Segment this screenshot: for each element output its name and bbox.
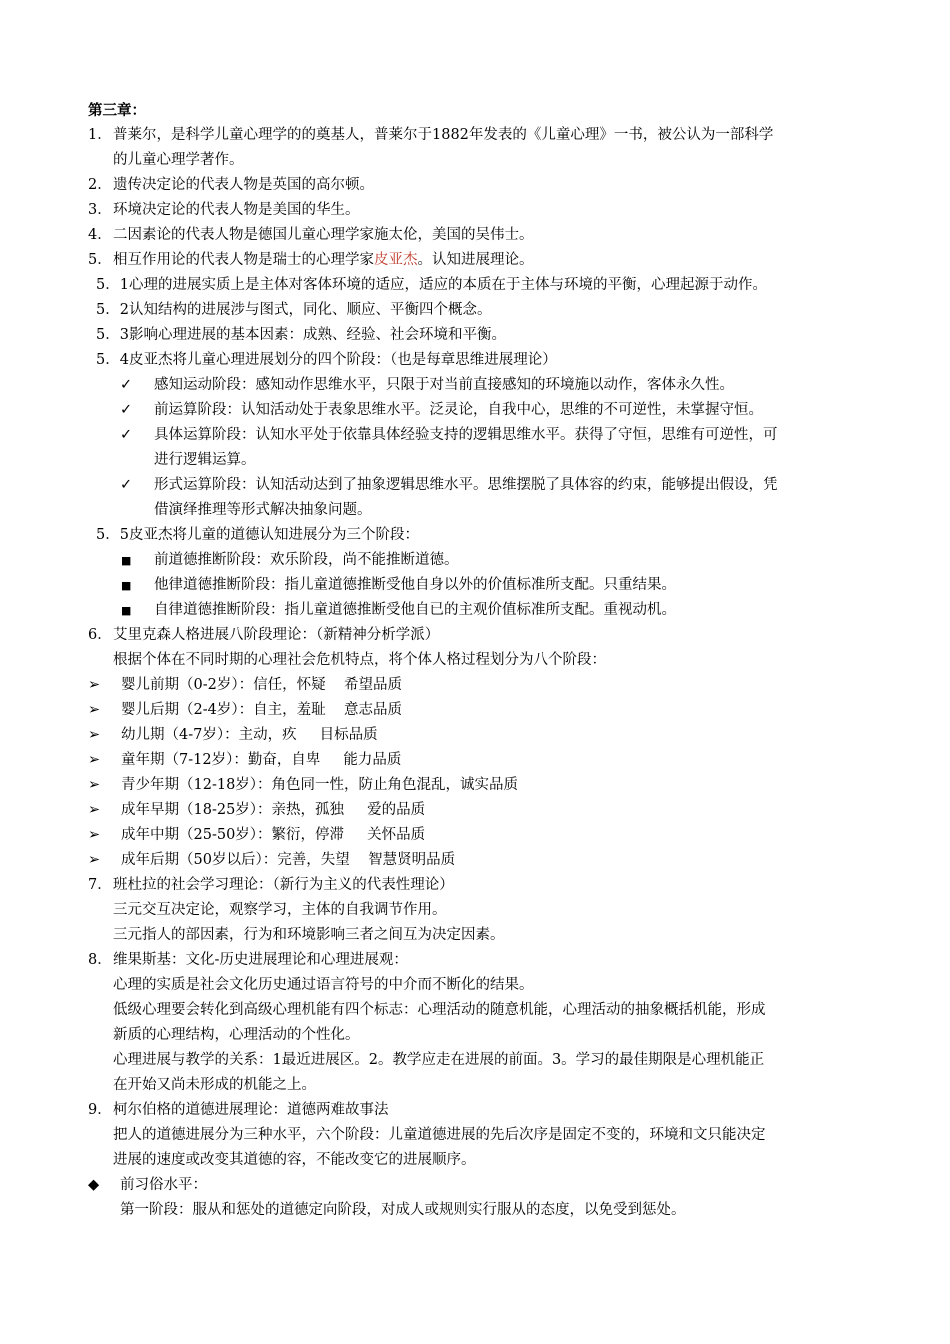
item-body (88, 1023, 888, 1048)
checklist-text: 借演绎推理等形式解决抽象问题。 (154, 502, 372, 518)
arrow-bullet-text: 幼儿期（4-7岁）：主动，疚 目标品质 (121, 727, 378, 743)
diamond-bullet-item (88, 1173, 888, 1198)
item-number: 5． (88, 252, 112, 268)
item-number: 6． (88, 627, 112, 643)
diamond-bullet-icon: ◆ (88, 1177, 100, 1193)
list-item (88, 1098, 888, 1123)
item-body (88, 973, 888, 998)
item-body (88, 898, 888, 923)
item-text-pre: 相互作用论的代表人物是瑞士的心理学家 (113, 252, 374, 268)
list-item-continuation (88, 148, 888, 173)
arrow-bullet-icon: ➢ (88, 852, 101, 868)
item-number: 7． (88, 877, 112, 893)
item-body (88, 998, 888, 1023)
item-body-text: 心理进展与教学的关系：1最近进展区。2。教学应走在进展的前面。3。学习的最佳期限是心理机能正 (113, 1052, 765, 1068)
stage-text: 第一阶段：服从和惩处的道德定向阶段，对成人或规则实行服从的态度，以免受到惩处。 (120, 1202, 686, 1218)
stage-line (88, 1198, 888, 1223)
arrow-bullet-icon: ➢ (88, 752, 101, 768)
square-bullet-icon: ■ (121, 579, 132, 592)
chapter-title: 第三章： (88, 102, 146, 119)
arrow-bullet-icon: ➢ (88, 677, 101, 693)
checklist-item (88, 373, 888, 398)
item-text: 班杜拉的社会学习理论：（新行为主义的代表性理论） (113, 877, 454, 893)
item-body-text: 进展的速度或改变其道德的容，不能改变它的进展顺序。 (113, 1152, 476, 1168)
check-icon: ✓ (120, 477, 133, 493)
subsection (88, 298, 888, 323)
subsection (88, 323, 888, 348)
checklist-continuation (88, 448, 888, 473)
item-body (88, 1148, 888, 1173)
square-bullet-icon: ■ (121, 604, 132, 617)
item-text: 普莱尔，是科学儿童心理学的的奠基人，普莱尔于1882年发表的《儿童心理》一书，被公认为一部科学 (113, 127, 774, 143)
diamond-bullet-text: 前习俗水平： (120, 1177, 207, 1193)
item-number: 2． (88, 177, 112, 193)
arrow-bullet-text: 成年早期（18-25岁）：亲热，孤独 爱的品质 (121, 802, 426, 818)
arrow-bullet-item (88, 698, 888, 723)
arrow-bullet-text: 青少年期（12-18岁）：角色同一性，防止角色混乱，诚实品质 (121, 777, 519, 793)
checklist-text: 形式运算阶段：认知活动达到了抽象逻辑思维水平。思维摆脱了具体容的约束，能够提出假设，凭 (154, 477, 778, 493)
subsection-text: 5．5皮亚杰将儿童的道德认知进展分为三个阶段： (96, 527, 419, 543)
arrow-bullet-text: 成年中期（25-50岁）：繁衍，停滞 关怀品质 (121, 827, 426, 843)
subsection (88, 348, 888, 373)
list-item (88, 223, 888, 248)
arrow-bullet-item (88, 848, 888, 873)
arrow-bullet-item (88, 748, 888, 773)
square-bullet-icon: ■ (121, 554, 132, 567)
item-text: 维果斯基：文化-历史进展理论和心理进展观： (113, 952, 408, 968)
subsection-text: 5．1心理的进展实质上是主体对客体环境的适应，适应的本质在于主体与环境的平衡，心理起源于动作。 (96, 277, 767, 293)
check-icon: ✓ (120, 427, 133, 443)
item-text: 环境决定论的代表人物是美国的华生。 (113, 202, 360, 218)
checklist-item (88, 473, 888, 498)
list-item (88, 248, 888, 273)
arrow-bullet-item (88, 798, 888, 823)
item-text: 柯尔伯格的道德进展理论：道德两难故事法 (113, 1102, 389, 1118)
item-body-text: 在开始又尚未形成的机能之上。 (113, 1077, 316, 1093)
item-number: 8． (88, 952, 112, 968)
item-text: 二因素论的代表人物是德国儿童心理学家施太伦，美国的吴伟士。 (113, 227, 534, 243)
item-body-text: 三元交互决定论，观察学习，主体的自我调节作用。 (113, 902, 447, 918)
square-bullet-item (88, 598, 888, 623)
item-text (113, 248, 534, 273)
item-number: 4． (88, 227, 112, 243)
subsection-text: 5．3影响心理进展的基本因素：成熟、经验、社会环境和平衡。 (96, 327, 506, 343)
item-number: 9． (88, 1102, 112, 1118)
item-body-text: 心理的实质是社会文化历史通过语言符号的中介而不断化的结果。 (113, 977, 534, 993)
item-body (88, 1123, 888, 1148)
checklist-text: 进行逻辑运算。 (154, 452, 256, 468)
item-number: 3． (88, 202, 112, 218)
item-text: 艾里克森人格进展八阶段理论：（新精神分析学派） (113, 627, 440, 643)
arrow-bullet-text: 成年后期（50岁以后）：完善，失望 智慧贤明品质 (121, 852, 456, 868)
list-item (88, 173, 888, 198)
item-text: 的儿童心理学著作。 (113, 152, 244, 168)
arrow-bullet-icon: ➢ (88, 702, 101, 718)
checklist-item (88, 423, 888, 448)
arrow-bullet-item (88, 773, 888, 798)
square-bullet-text: 他律道德推断阶段：指儿童道德推断受他自身以外的价值标准所支配。只重结果。 (154, 577, 676, 593)
subsection (88, 523, 888, 548)
subsection-text: 5．4皮亚杰将儿童心理进展划分的四个阶段：（也是每章思维进展理论） (96, 352, 557, 368)
check-icon: ✓ (120, 402, 133, 418)
item-body-text: 根据个体在不同时期的心理社会危机特点，将个体人格过程划分为八个阶段： (113, 652, 606, 668)
subsection (88, 273, 888, 298)
item-body-text: 把人的道德进展分为三种水平，六个阶段：儿童道德进展的先后次序是固定不变的，环境和文只能决定 (113, 1127, 766, 1143)
arrow-bullet-icon: ➢ (88, 802, 101, 818)
checklist-continuation (88, 498, 888, 523)
subsection-text: 5．2认知结构的进展涉与图式，同化、顺应、平衡四个概念。 (96, 302, 492, 318)
arrow-bullet-icon: ➢ (88, 727, 101, 743)
document-page (88, 98, 888, 1223)
square-bullet-text: 自律道德推断阶段：指儿童道德推断受他自已的主观价值标准所支配。重视动机。 (154, 602, 676, 618)
checklist-text: 具体运算阶段：认知水平处于依靠具体经验支持的逻辑思维水平。获得了守恒，思维有可逆性，可 (154, 427, 778, 443)
list-item (88, 623, 888, 648)
list-item (88, 873, 888, 898)
arrow-bullet-item (88, 723, 888, 748)
item-text: 遗传决定论的代表人物是英国的高尔顿。 (113, 177, 374, 193)
item-body (88, 648, 888, 673)
square-bullet-item (88, 548, 888, 573)
checklist-text: 感知运动阶段：感知动作思维水平，只限于对当前直接感知的环境施以动作，客体永久性。 (154, 377, 734, 393)
highlighted-name: 皮亚杰 (374, 252, 418, 268)
arrow-bullet-item (88, 823, 888, 848)
item-body (88, 923, 888, 948)
list-item (88, 948, 888, 973)
arrow-bullet-text: 童年期（7-12岁）：勤奋，自卑 能力品质 (121, 752, 402, 768)
item-body (88, 1048, 888, 1073)
square-bullet-item (88, 573, 888, 598)
arrow-bullet-text: 婴儿后期（2-4岁）：自主，羞耻 意志品质 (121, 702, 403, 718)
square-bullet-text: 前道德推断阶段：欢乐阶段，尚不能推断道德。 (154, 552, 459, 568)
check-icon: ✓ (120, 377, 133, 393)
arrow-bullet-icon: ➢ (88, 777, 101, 793)
arrow-bullet-text: 婴儿前期（0-2岁）：信任，怀疑 希望品质 (121, 677, 403, 693)
item-body-text: 新质的心理结构，心理活动的个性化。 (113, 1027, 360, 1043)
item-text-post: 。认知进展理论。 (417, 252, 534, 268)
list-item (88, 123, 888, 148)
item-body-text: 三元指人的部因素，行为和环境影响三者之间互为决定因素。 (113, 927, 505, 943)
arrow-bullet-item (88, 673, 888, 698)
item-body-text: 低级心理要会转化到高级心理机能有四个标志：心理活动的随意机能，心理活动的抽象概括机能，形成 (113, 1002, 766, 1018)
arrow-bullet-icon: ➢ (88, 827, 101, 843)
checklist-item (88, 398, 888, 423)
item-number: 1． (88, 127, 112, 143)
item-body (88, 1073, 888, 1098)
list-item (88, 198, 888, 223)
checklist-text: 前运算阶段：认知活动处于表象思维水平。泛灵论，自我中心，思维的不可逆性，未掌握守恒。 (154, 402, 763, 418)
